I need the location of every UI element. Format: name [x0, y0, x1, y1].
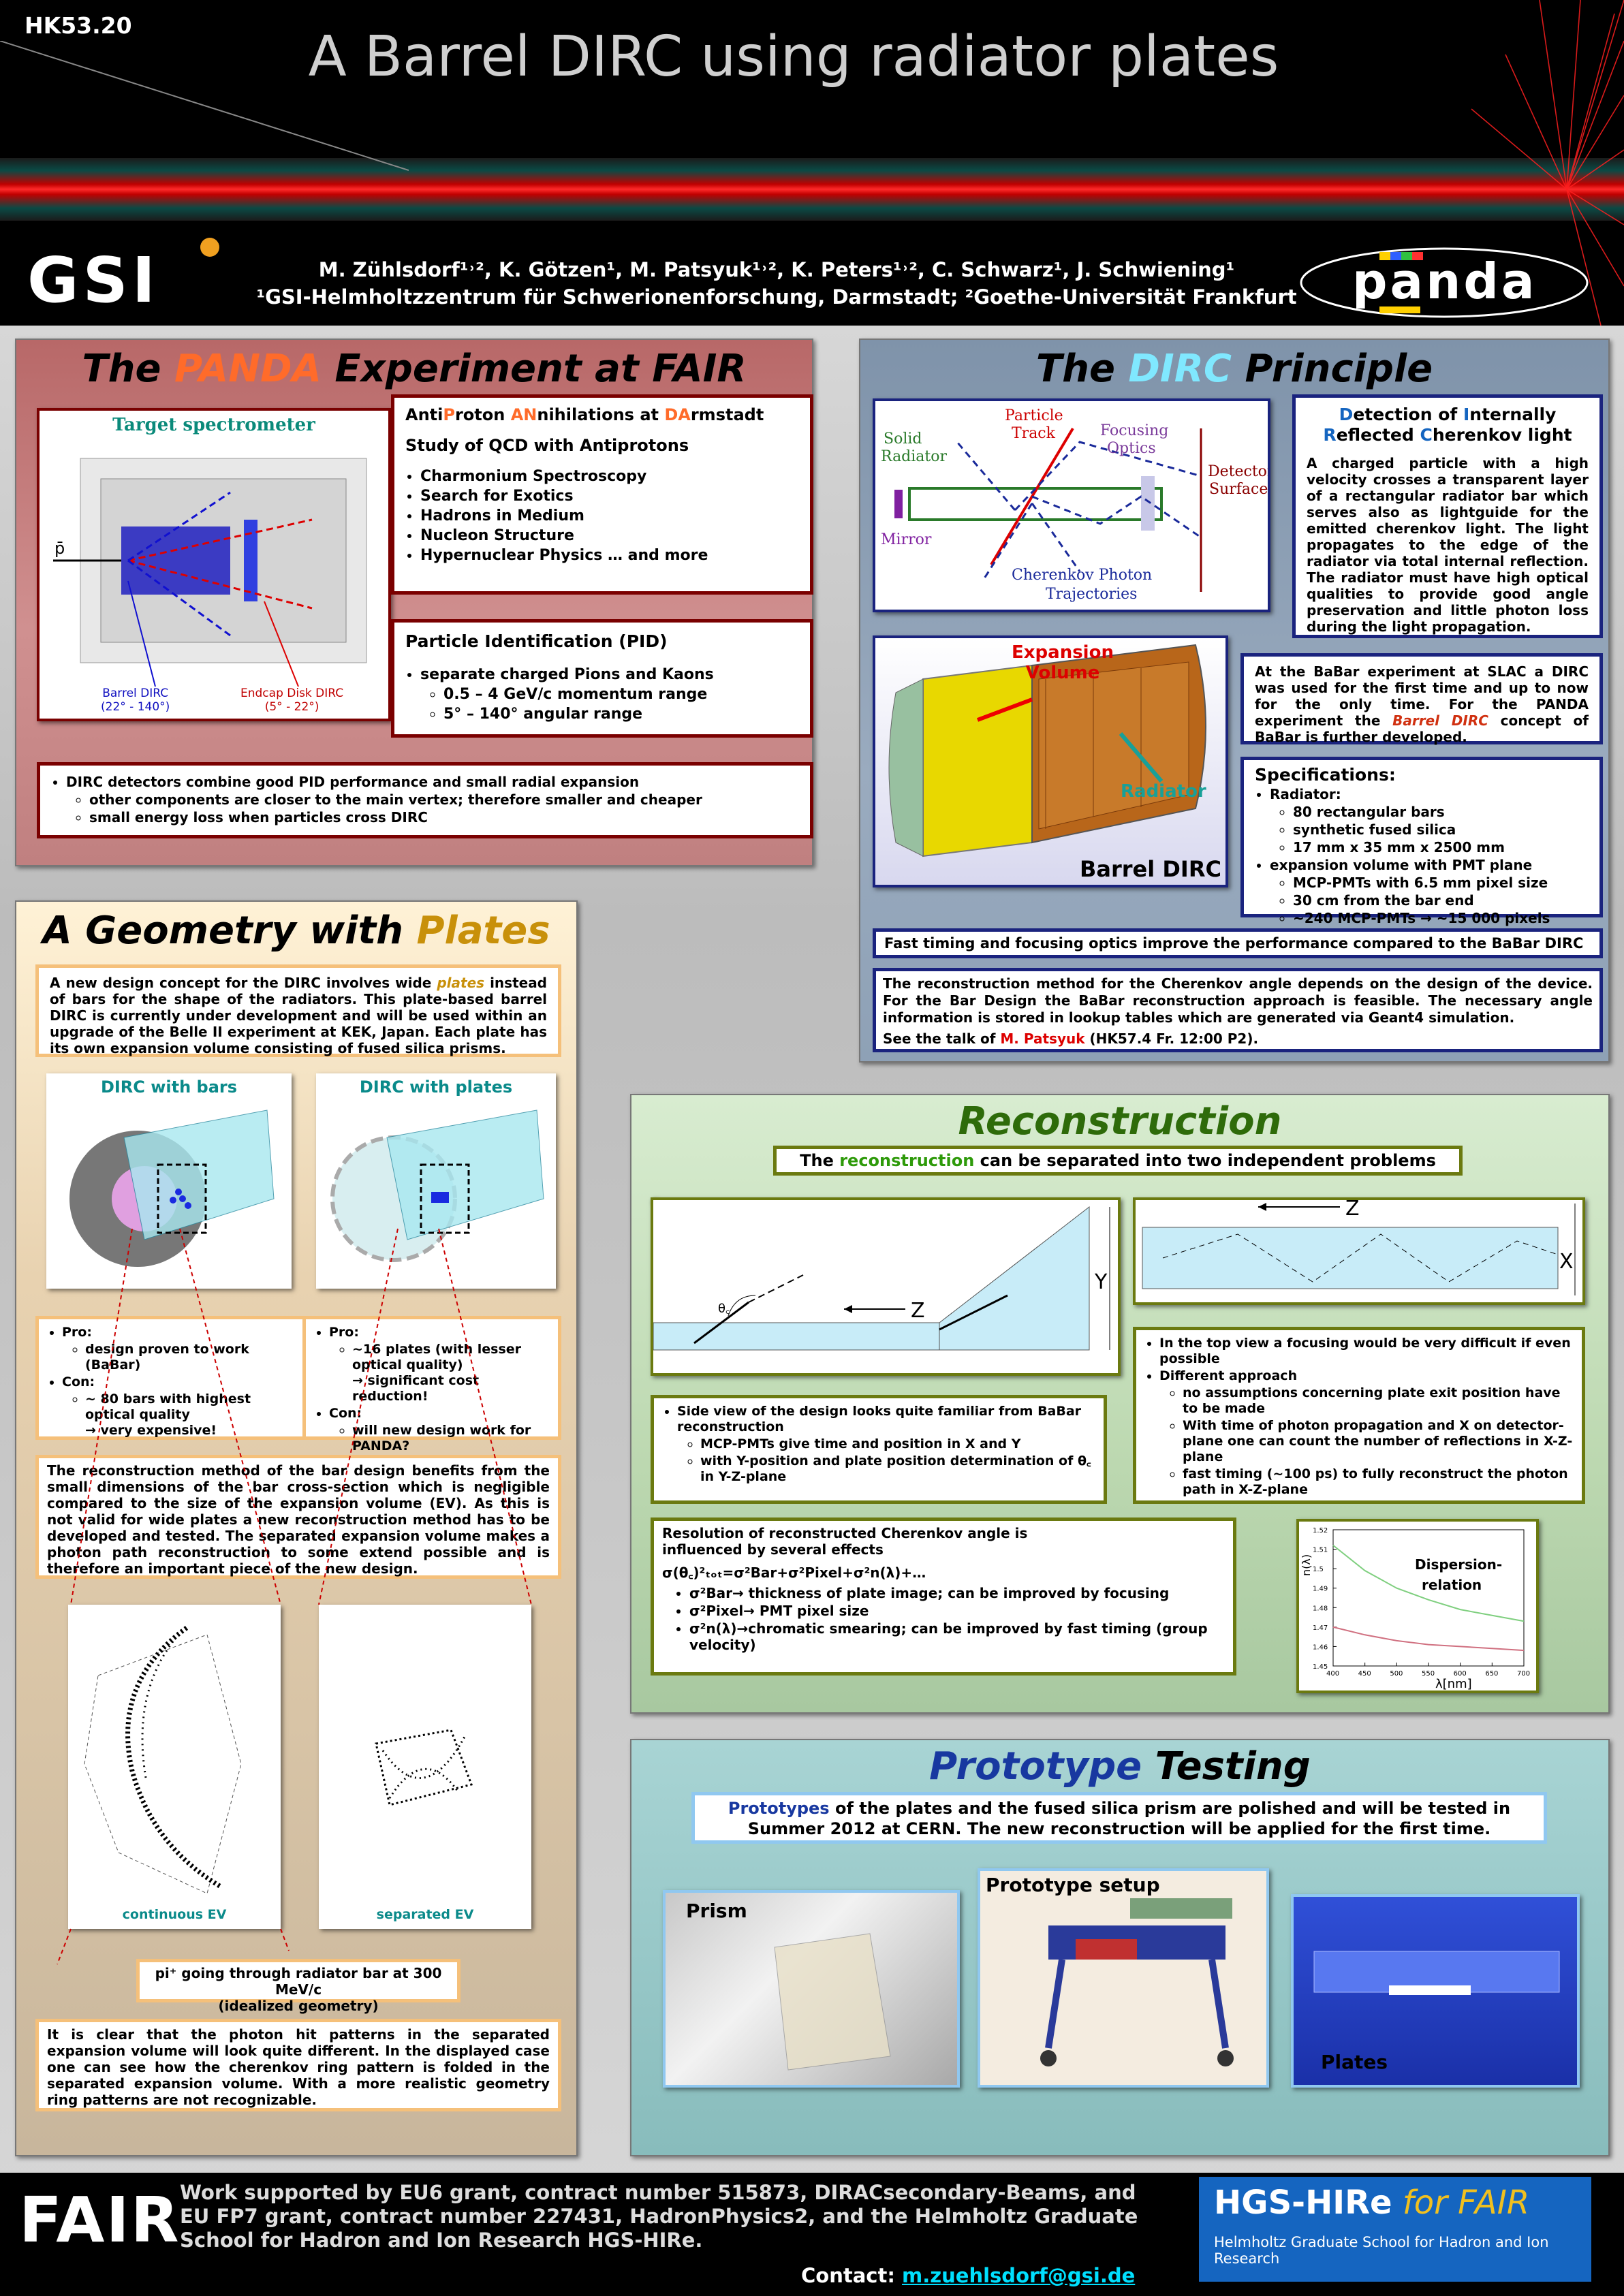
- svg-text:Particle: Particle: [1005, 407, 1063, 424]
- physics-list: [420, 467, 799, 565]
- panda-title: The PANDA Experiment at FAIR: [82, 347, 747, 391]
- dispersion-plot: [1299, 1522, 1536, 1690]
- prism-label: Prism: [686, 1900, 747, 1922]
- list-item: • Pro: ◦ ~16 plates (with lesser optical quality) → significant cost reduction!: [329, 1325, 550, 1404]
- hgs-hire-title: HGS-HIRe for FAIR: [1214, 2184, 1530, 2222]
- affiliations: ¹GSI-Helmholtzzentrum für Schwerionenforschung, Darmstadt; ²Goethe-Universität Frankfurt: [256, 285, 1297, 309]
- chart-frame: [1333, 1530, 1524, 1666]
- x-tick-label: 400: [1326, 1670, 1340, 1678]
- resolution-box: Resolution of reconstructed Cherenkov angle is influenced by several effects σ(θ꜀)²ₜₒₜ=σ²Bar+σ²Pixel+σ²n(λ)+… • σ²Bar→ thickness of plate image; can be improved by focusing • σ²Pixel→ PMT pixel size • σ²n(λ)→chromatic smearing; can be improved by fast timing (group velocity): [651, 1517, 1236, 1676]
- list-item: ◦ ~16 plates (with lesser optical quality) → significant cost reduction!: [352, 1342, 550, 1404]
- list-item: ◦ no assumptions concerning plate exit position have to be made: [1183, 1385, 1574, 1417]
- geometry-recon-box: The reconstruction method of the bar design benefits from the small dimensions of the bar cross-section which is negligible compared to the size of the expansion volume (EV). As this is not valid for wide plates a new reconstruction method has to be developed and tested. The separated expansion volume makes a photon path reconstruction to some extend possible and is therefore an important piece of the new design.: [35, 1455, 561, 1579]
- top-view-box: [1133, 1327, 1585, 1504]
- dispersion-chart: [1296, 1519, 1539, 1693]
- prototype-panel: [630, 1739, 1610, 2156]
- principle-title: The DIRC Principle: [1035, 347, 1433, 391]
- dirc-plates-label: DIRC with plates: [359, 1078, 513, 1097]
- y-tick-label: 1.49: [1313, 1585, 1328, 1593]
- svg-text:θ꜀: θ꜀: [718, 1302, 730, 1316]
- geometry-title: A Geometry with Plates: [42, 909, 550, 953]
- x-tick-label: 600: [1453, 1670, 1467, 1678]
- svg-text:Z: Z: [911, 1299, 925, 1323]
- target-spectrometer-label: Target spectrometer: [112, 415, 315, 435]
- list-item: • Different approach ◦ no assumptions concerning plate exit position have to be made ◦ With time of photon propagation and X on detector-plane one can count the number of reflections in X-Z-plane ◦ fast timing (~100 ps) to fully reconstruct the photon path in X-Z-plane: [1159, 1368, 1574, 1498]
- qcd-heading: Study of QCD with Antiprotons: [405, 436, 689, 455]
- poster-header: [0, 0, 1624, 326]
- dirc-definition-box: [1292, 394, 1603, 638]
- antiproton-heading: AntiProton ANnihilations at DArmstadt: [405, 405, 764, 424]
- fair-logo: FAIR: [19, 2184, 181, 2256]
- pid-box: [391, 619, 813, 738]
- list-item: ◦ fast timing (~100 ps) to fully reconstruct the photon path in X-Z-plane: [1183, 1466, 1574, 1498]
- prototype-title: Prototype Testing: [929, 1744, 1311, 1789]
- author-block: [232, 256, 1322, 311]
- contact-email-link[interactable]: m.zuehlsdorf@gsi.de: [902, 2264, 1136, 2287]
- list-item: • Pro: ◦ design proven to work (BaBar): [62, 1325, 295, 1373]
- panda-detector-figure: [37, 408, 391, 721]
- svg-text:Radiator: Radiator: [881, 448, 948, 465]
- hgs-hire-logo: [1199, 2177, 1591, 2282]
- x-tick-label: 450: [1358, 1670, 1371, 1678]
- pi-caption-box: pi⁺ going through radiator bar at 300 MeV/c (idealized geometry): [136, 1959, 460, 2002]
- setup-drawing: [980, 1871, 1266, 2085]
- side-view-box: [651, 1395, 1107, 1504]
- x-tick-label: 700: [1517, 1670, 1531, 1678]
- svg-text:Z: Z: [1345, 1200, 1360, 1221]
- list-item: ◦ will new design work for PANDA?: [352, 1423, 550, 1454]
- list-item: • separate charged Pions and Kaons ◦ 0.5 – 4 GeV/c momentum range ◦ 5° – 140° angular range: [420, 665, 799, 723]
- list-item: • Hadrons in Medium: [420, 507, 799, 525]
- recon-method-box: The reconstruction method for the Cherenkov angle depends on the design of the device. For the Bar Design the BaBar reconstruction approach is feasible. The necessary angle information is stored in lookup tables which are generated via Geant4 simulation. See the talk of M. Patsyuk (HK57.4 Fr. 12:00 P2).: [873, 968, 1603, 1052]
- list-item: ◦ MCP-PMTs give time and position in X and Y: [700, 1436, 1095, 1452]
- list-item: ◦ design proven to work (BaBar): [85, 1342, 295, 1373]
- y-tick-label: 1.5: [1313, 1566, 1324, 1574]
- barrel-dirc-caption: Barrel DIRC: [1080, 856, 1221, 882]
- y-tick-label: 1.52: [1313, 1527, 1328, 1535]
- svg-text:Track: Track: [1012, 425, 1055, 442]
- list-item: • σ²Pixel→ PMT pixel size: [689, 1603, 1225, 1619]
- list-item: ◦ 0.5 – 4 GeV/c momentum range: [443, 685, 799, 704]
- list-item: ◦ 17 mm x 35 mm x 2500 mm: [1293, 839, 1589, 855]
- list-item: • Con: ◦ ~ 80 bars with highest optical quality → very expensive!: [62, 1374, 295, 1438]
- list-item: ◦ synthetic fused silica: [1293, 821, 1589, 838]
- continuous-ev-label: continuous EV: [122, 1907, 227, 1922]
- list-item: ◦ with Y-position and plate position determination of θ꜀ in Y-Z-plane: [700, 1453, 1095, 1485]
- barrel-dirc-figure: [873, 635, 1228, 887]
- list-item: • expansion volume with PMT plane ◦ MCP-PMTs with 6.5 mm pixel size ◦ 30 cm from the bar end ◦ ~240 MCP-PMTs → ~15 000 pixels: [1270, 857, 1589, 926]
- svg-text:Cherenkov Photon: Cherenkov Photon: [1012, 567, 1153, 584]
- list-item: ◦ 5° – 140° angular range: [443, 705, 799, 723]
- dirc-principle-panel: [859, 339, 1610, 1063]
- poster-code: HK53.20: [25, 12, 132, 39]
- barrel-dirc-label: Barrel DIRC (22° - 140°): [101, 687, 170, 714]
- list-item: • Radiator: ◦ 80 rectangular bars ◦ synthetic fused silica ◦ 17 mm x 35 mm x 2500 mm: [1270, 786, 1589, 855]
- y-tick-label: 1.51: [1313, 1546, 1328, 1554]
- top-view-drawing: [1136, 1200, 1582, 1302]
- svg-text:Focusing: Focusing: [1100, 422, 1169, 439]
- list-item: • Con: ◦ will new design work for PANDA?: [329, 1406, 550, 1454]
- y-tick-label: 1.47: [1313, 1624, 1328, 1632]
- panda-panel: [15, 339, 813, 866]
- dirc-bars-label: DIRC with bars: [100, 1078, 238, 1097]
- prototype-setup-photo: [978, 1868, 1269, 2088]
- svg-text:Solid: Solid: [884, 430, 922, 447]
- svg-text:Detector: Detector: [1208, 463, 1268, 480]
- svg-text:X: X: [1559, 1250, 1574, 1274]
- detector-drawing: [40, 438, 388, 690]
- list-item: • DIRC detectors combine good PID performance and small radial expansion ◦ other components are closer to the main vertex; therefore smaller and cheaper ◦ small energy loss when particles cross DIRC: [66, 774, 799, 825]
- principle-drawing: [875, 401, 1268, 610]
- expansion-volume-label: Expansion Volume: [1012, 642, 1114, 683]
- plates-label: Plates: [1321, 2051, 1388, 2073]
- y-tick-label: 1.46: [1313, 1644, 1328, 1652]
- prototype-text-box: Prototypes of the plates and the fused silica prism are polished and will be tested in Summer 2012 at CERN. The new reconstruction will be applied for the first time.: [691, 1792, 1547, 1844]
- talk-reference: See the talk of M. Patsyuk (HK57.4 Fr. 12:00 P2).: [883, 1031, 1259, 1047]
- poster-footer: [0, 2173, 1624, 2296]
- prism-photo: [663, 1890, 960, 2088]
- recon-subtitle-box: The reconstruction can be separated into two independent problems: [773, 1146, 1463, 1176]
- list-item: • In the top view a focusing would be very difficult if even possible: [1159, 1336, 1574, 1367]
- list-item: • Search for Exotics: [420, 487, 799, 505]
- plates-photo: [1291, 1894, 1580, 2088]
- dirc-principle-diagram: [873, 398, 1270, 612]
- chart-title-line: relation: [1422, 1577, 1482, 1593]
- svg-text:Surface: Surface: [1209, 481, 1268, 498]
- x-tick-label: 550: [1422, 1670, 1435, 1678]
- reconstruction-panel: [630, 1094, 1610, 1714]
- reconstruction-title: Reconstruction: [958, 1099, 1282, 1144]
- list-item: ◦ MCP-PMTs with 6.5 mm pixel size: [1293, 875, 1589, 891]
- radiator-label: Radiator: [1121, 781, 1206, 802]
- setup-label: Prototype setup: [986, 1874, 1160, 1896]
- geometry-panel: [15, 900, 578, 2156]
- pid-heading: Particle Identification (PID): [405, 631, 668, 651]
- side-view-figure: [651, 1197, 1121, 1376]
- list-item: ◦ ~240 MCP-PMTs → ~15 000 pixels: [1293, 910, 1589, 926]
- author-list: M. Zühlsdorf¹˒², K. Götzen¹, M. Patsyuk¹˒², K. Peters¹˒², C. Schwarz¹, J. Schwiening¹: [318, 258, 1235, 281]
- svg-text:Y: Y: [1095, 1270, 1108, 1294]
- y-tick-label: 1.45: [1313, 1663, 1328, 1671]
- antiproton-label: p̄: [54, 539, 65, 558]
- contact-line: Contact: m.zuehlsdorf@gsi.de: [801, 2264, 1136, 2287]
- dirc-acronym: Detection of Internally Reflected Cherenkov light: [1323, 405, 1572, 445]
- side-view-drawing: [653, 1200, 1118, 1373]
- antiproton-box: [391, 394, 813, 595]
- series-line-n_phase: [1333, 1627, 1524, 1650]
- list-item: • Hypernuclear Physics … and more: [420, 546, 799, 565]
- funding-note: Work supported by EU6 grant, contract number 515873, DIRACsecondary-Beams, and EU FP7 grant, contract number 227431, HadronPhysics2, and the Helmholtz Graduate School for Hadron and Ion Research HGS-HIRe.: [180, 2181, 1138, 2252]
- chart-title-line: Dispersion-: [1415, 1556, 1503, 1573]
- list-item: • Side view of the design looks quite familiar from BaBar reconstruction ◦ MCP-PMTs give time and position in X and Y ◦ with Y-position and plate position determination of θ꜀ in Y-Z-plane: [677, 1404, 1095, 1485]
- list-item: • σ²n(λ)→chromatic smearing; can be improved by fast timing (group velocity): [689, 1620, 1225, 1653]
- dirc-description: A charged particle with a high velocity crosses a transparent layer of a rectangular radiator bar which serves also as lightguide for the emitted cherenkov light. The light propagates to the edge of the radiator via total internal reflection. The radiator must have high optical qualities to provide good angle preservation and little photon loss during the light propagation.: [1307, 455, 1589, 635]
- babar-box: At the BaBar experiment at SLAC a DIRC was used for the first time and up to now for the only time. For the PANDA experiment the Barrel DIRC concept of BaBar is further developed.: [1240, 653, 1603, 744]
- specifications-box: [1240, 757, 1603, 926]
- x-tick-label: 650: [1485, 1670, 1499, 1678]
- gsi-logo-text: GSI: [27, 244, 160, 310]
- gsi-logo: [27, 235, 232, 310]
- resolution-formula: σ(θ꜀)²ₜₒₜ=σ²Bar+σ²Pixel+σ²n(λ)+…: [662, 1564, 926, 1581]
- endcap-dirc-label: Endcap Disk DIRC (5° - 22°): [240, 687, 344, 714]
- list-item: ◦ With time of photon propagation and X on detector-plane one can count the number of reflections in X-Z-plane: [1183, 1418, 1574, 1465]
- hgs-hire-subtitle: Helmholtz Graduate School for Hadron and Ion Research: [1214, 2234, 1549, 2267]
- svg-text:Mirror: Mirror: [881, 531, 932, 548]
- geometry-conclusion-box: It is clear that the photon hit patterns in the separated expansion volume will look quite different. In the displayed case one can see how the cherenkov ring pattern is folded in the separated expansion volume. With a more realistic geometry ring patterns are not recognizable.: [35, 2019, 561, 2111]
- spec-heading: Specifications:: [1255, 765, 1396, 785]
- list-item: ◦ other components are closer to the main vertex; therefore smaller and cheaper: [89, 791, 799, 808]
- chart-ylabel: n(λ): [1300, 1554, 1313, 1576]
- x-tick-label: 500: [1390, 1670, 1403, 1678]
- list-item: • Charmonium Spectroscopy: [420, 467, 799, 486]
- top-view-figure: [1133, 1197, 1585, 1305]
- list-item: • σ²Bar→ thickness of plate image; can be improved by focusing: [689, 1585, 1225, 1601]
- list-item: ◦ ~ 80 bars with highest optical quality → very expensive!: [85, 1391, 295, 1438]
- separated-ev-label: separated EV: [376, 1907, 474, 1922]
- chart-xlabel: λ[nm]: [1435, 1677, 1472, 1690]
- geometry-intro-box: A new design concept for the DIRC involves wide plates instead of bars for the shape of the radiators. This plate-based barrel DIRC is currently under development and will be used within an upgrade of the Belle II experiment at KEK, Japan. Each plate has its own expansion volume consisting of fused silica prisms.: [35, 964, 561, 1057]
- panda-logo-text: panda: [1352, 253, 1537, 310]
- poster-title: A Barrel DIRC using radiator plates: [308, 25, 1279, 89]
- y-tick-label: 1.48: [1313, 1605, 1328, 1613]
- svg-text:Trajectories: Trajectories: [1046, 586, 1138, 603]
- list-item: ◦ 80 rectangular bars: [1293, 804, 1589, 820]
- chart-title: [1415, 1556, 1502, 1593]
- svg-text:Optics: Optics: [1107, 440, 1156, 457]
- list-item: ◦ small energy loss when particles cross DIRC: [89, 809, 799, 825]
- dirc-summary-box: [37, 762, 813, 838]
- list-item: • Nucleon Structure: [420, 526, 799, 545]
- fast-timing-box: Fast timing and focusing optics improve the performance compared to the BaBar DIRC: [873, 928, 1603, 958]
- panda-logo: [1298, 245, 1591, 320]
- list-item: ◦ 30 cm from the bar end: [1293, 892, 1589, 909]
